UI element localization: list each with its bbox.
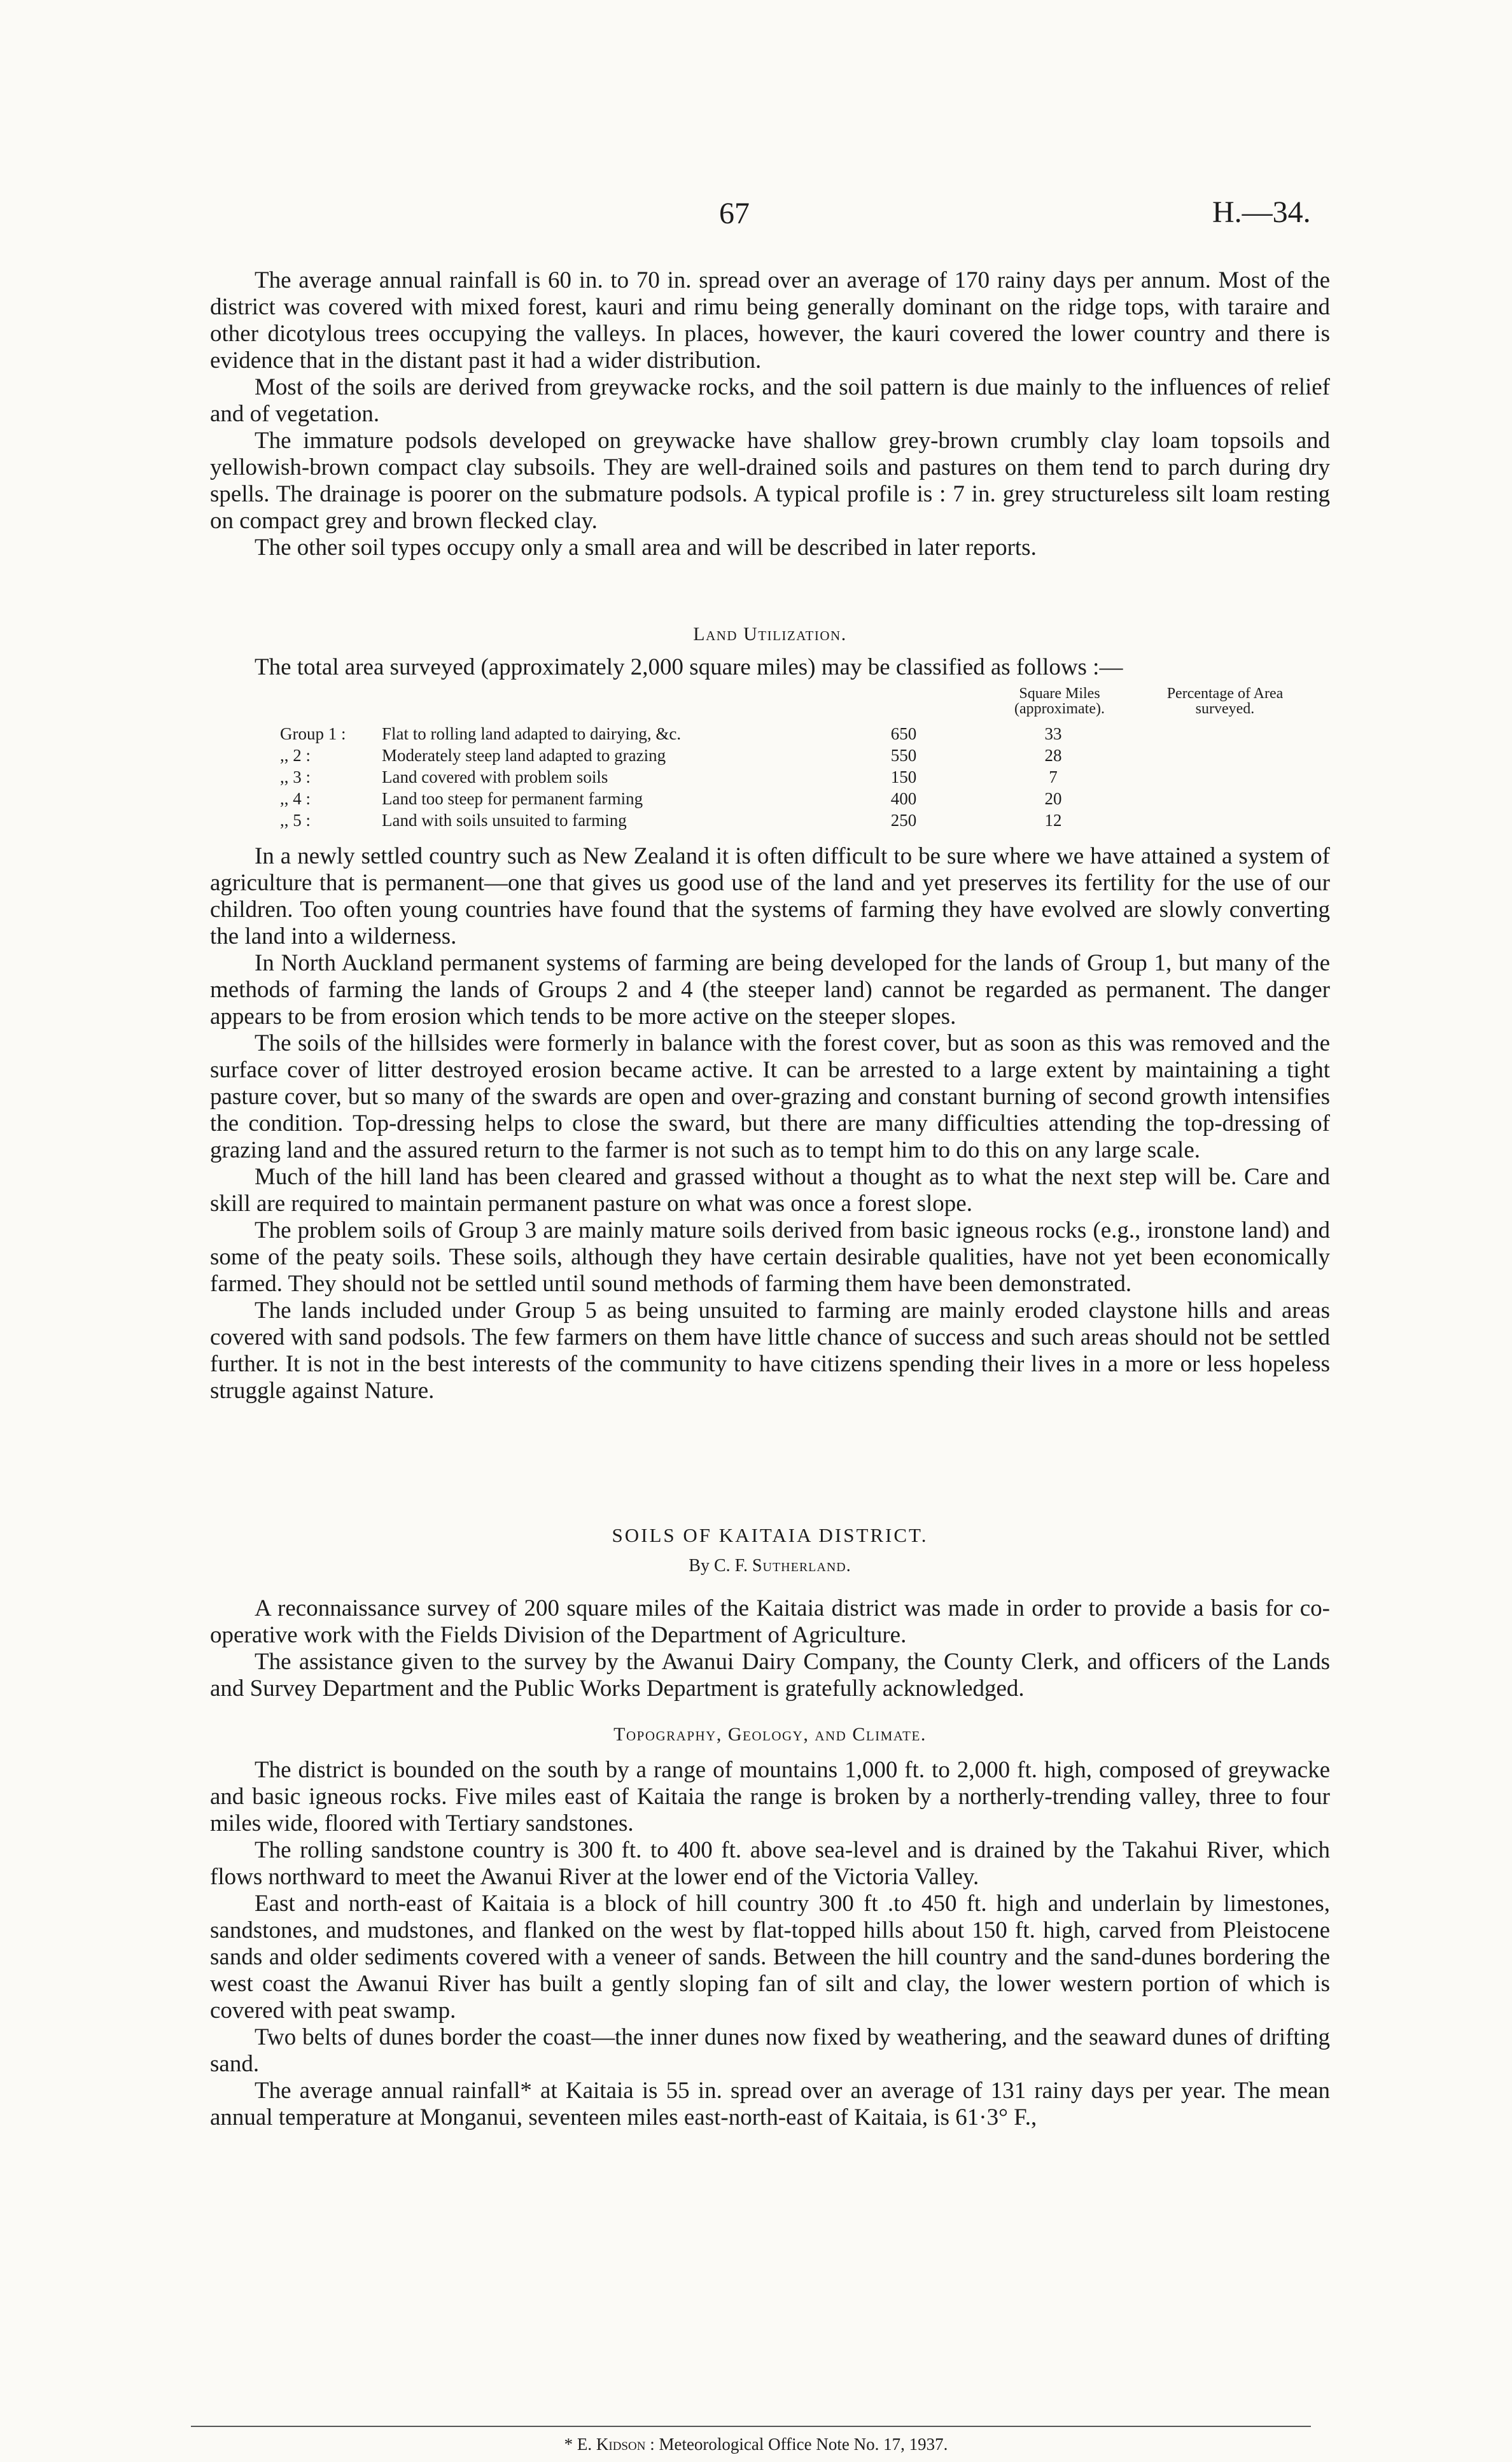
column-header-percentage: Percentage of Area surveyed. xyxy=(1166,685,1284,717)
percentage-cell: 33 xyxy=(1044,724,1062,743)
description-cell: Land covered with problem soils xyxy=(382,767,608,787)
square-miles-cell: 250 xyxy=(890,811,917,830)
byline xyxy=(210,1556,1330,1576)
section-title-kaitaia: SOILS OF KAITAIA DISTRICT. xyxy=(612,1524,928,1546)
paragraph: A reconnaissance survey of 200 square miles of the Kaitaia district was made in order to provide a basis for co-operative work with the Fields Division of the Department of Agriculture. xyxy=(210,1595,1330,1648)
paragraph: East and north-east of Kaitaia is a block of hill country 300 ft .to 450 ft. high and underlain by limestones, sandstones, and mudstones, and flanked on the west by flat-topped hills about 150 ft. high, carved from Pleistocene sands and older sediments covered with a veneer of sands. Between the hill country and the sand-dunes bordering the west coast the Awanui River has built a gently sloping fan of silt and clay, the lower western portion of which is covered with peat swamp. xyxy=(210,1891,1330,2024)
paragraph: The district is bounded on the south by a range of mountains 1,000 ft. to 2,000 ft. high, composed of greywacke and basic igneous rocks. Five miles east of Kaitaia the range is broken by a northerly-trending valley, three to four miles wide, floored with Tertiary sandstones. xyxy=(210,1757,1330,1836)
column-header-square-miles: Square Miles (approximate). xyxy=(1014,685,1105,717)
table-row xyxy=(280,722,1126,744)
square-miles-cell: 650 xyxy=(890,724,917,743)
paragraph: The immature podsols developed on greywacke have shallow grey-brown crumbly clay loam topsoils and yellowish-brown compact clay subsoils. They are well-drained soils and pastures on them tend to parch during dry spells. The drainage is poorer on the submature podsols. A typical profile is : 7 in. grey structureless silt loam resting on compact grey and brown flecked clay. xyxy=(210,428,1330,534)
footnote xyxy=(0,2435,1512,2454)
group-cell: ,, 5 : xyxy=(280,811,311,830)
paragraph: The soils of the hillsides were formerly in balance with the forest cover, but as soon as this was removed and the surface cover of litter destroyed erosion became active. It can be arrested to a large extent by maintaining a tight pasture cover, but so many of the swards are open and over-grazing and constant burning of second growth intensifies the condition. Top-dressing helps to close the sward, but there are many difficulties attending the top-dressing of grazing land and the assured return to the farmer is not such as to tempt him to do this on any large scale. xyxy=(210,1030,1330,1163)
table-row xyxy=(280,787,1126,809)
table-row xyxy=(280,766,1126,787)
paragraph: The rolling sandstone country is 300 ft. to 400 ft. above sea-level and is drained by the Takahui River, which flows northward to meet the Awanui River at the lower end of the Victoria Valley. xyxy=(210,1837,1330,1890)
percentage-cell: 28 xyxy=(1044,746,1062,765)
group-cell: ,, 3 : xyxy=(280,767,311,787)
land-classification-table xyxy=(280,722,1126,830)
paper-reference: H.—34. xyxy=(1212,195,1311,229)
discussion-section xyxy=(210,843,1330,1404)
paragraph: The total area surveyed (approximately 2,000 square miles) may be classified as follows :— xyxy=(255,654,1123,680)
group-cell: ,, 2 : xyxy=(280,746,311,765)
intro-section xyxy=(210,267,1330,561)
paragraph: The average annual rainfall is 60 in. to 70 in. spread over an average of 170 rainy days per annum. Most of the district was covered with mixed forest, kauri and rimu being generally dominant on the ridge tops, with taraire and other dicotylous trees occupying the valleys. In places, however, the kauri covered the lower country and there is evidence that in the distant past it had a wider distribution. xyxy=(210,267,1330,374)
author-name: Sutherland. xyxy=(752,1556,851,1576)
paragraph: Much of the hill land has been cleared and grassed without a thought as to what the next step will be. Care and skill are required to maintain permanent pasture on what was once a forest slope. xyxy=(210,1164,1330,1217)
square-miles-cell: 550 xyxy=(890,746,917,765)
description-cell: Land too steep for permanent farming xyxy=(382,789,643,808)
percentage-cell: 20 xyxy=(1044,789,1062,808)
square-miles-cell: 400 xyxy=(890,789,917,808)
kaitaia-section xyxy=(210,1524,1330,2131)
footnote-text: : Meteorological Office Note No. 17, 1937. xyxy=(650,2435,948,2454)
group-cell: Group 1 : xyxy=(280,724,346,743)
description-cell: Moderately steep land adapted to grazing xyxy=(382,746,666,765)
footnote-rule xyxy=(191,2426,1311,2427)
paragraph: The other soil types occupy only a small area and will be described in later reports. xyxy=(255,535,1037,561)
page-number: 67 xyxy=(719,197,750,230)
footnote-author: * E. Kidson xyxy=(564,2435,646,2454)
paragraph: Most of the soils are derived from greywacke rocks, and the soil pattern is due mainly to the influences of relief and of vegetation. xyxy=(210,374,1330,427)
section-heading-topography: Topography, Geology, and Climate. xyxy=(613,1724,927,1745)
description-cell: Land with soils unsuited to farming xyxy=(382,811,627,830)
land-utilization-section xyxy=(210,624,1330,681)
table-row xyxy=(280,809,1126,830)
paragraph: In a newly settled country such as New Zealand it is often difficult to be sure where we have attained a system of agriculture that is permanent—one that gives us good use of the land and yet preserves its fertility for the use of our children. Too often young countries have found that the systems of farming they have evolved are slowly converting the land into a wilderness. xyxy=(210,843,1330,949)
paragraph: The assistance given to the survey by the Awanui Dairy Company, the County Clerk, and officers of the Lands and Survey Department and the Public Works Department is gratefully acknowledged. xyxy=(210,1649,1330,1702)
section-heading-land-utilization: Land Utilization. xyxy=(693,624,847,645)
percentage-cell: 12 xyxy=(1044,811,1062,830)
paragraph: In North Auckland permanent systems of farming are being developed for the lands of Group 1, but many of the methods of farming the lands of Groups 2 and 4 (the steeper land) cannot be regarded as permanent. The danger appears to be from erosion which tends to be more active on the steeper slopes. xyxy=(210,950,1330,1030)
percentage-cell: 7 xyxy=(1049,767,1058,787)
table-row xyxy=(280,744,1126,766)
description-cell: Flat to rolling land adapted to dairying, &c. xyxy=(382,724,682,743)
byline-prefix: By C. F. xyxy=(689,1556,748,1576)
paragraph: The average annual rainfall* at Kaitaia is 55 in. spread over an average of 131 rainy days per year. The mean annual temperature at Monganui, seventeen miles east-north-east of Kaitaia, is 61·3° F., xyxy=(210,2078,1330,2130)
paragraph: Two belts of dunes border the coast—the inner dunes now fixed by weathering, and the seaward dunes of drifting sand. xyxy=(210,2024,1330,2077)
square-miles-cell: 150 xyxy=(890,767,917,787)
paragraph: The lands included under Group 5 as being unsuited to farming are mainly eroded claystone hills and areas covered with sand podsols. The few farmers on them have little chance of success and such areas should not be settled further. It is not in the best interests of the community to have citizens spending their lives in a more or less hopeless struggle against Nature. xyxy=(210,1297,1330,1404)
group-cell: ,, 4 : xyxy=(280,789,311,808)
paragraph: The problem soils of Group 3 are mainly mature soils derived from basic igneous rocks (e.g., ironstone land) and some of the peaty soils. These soils, although they have certain desirable qualities, have not yet been economically farmed. They should not be settled until sound methods of farming them have been demonstrated. xyxy=(210,1217,1330,1297)
